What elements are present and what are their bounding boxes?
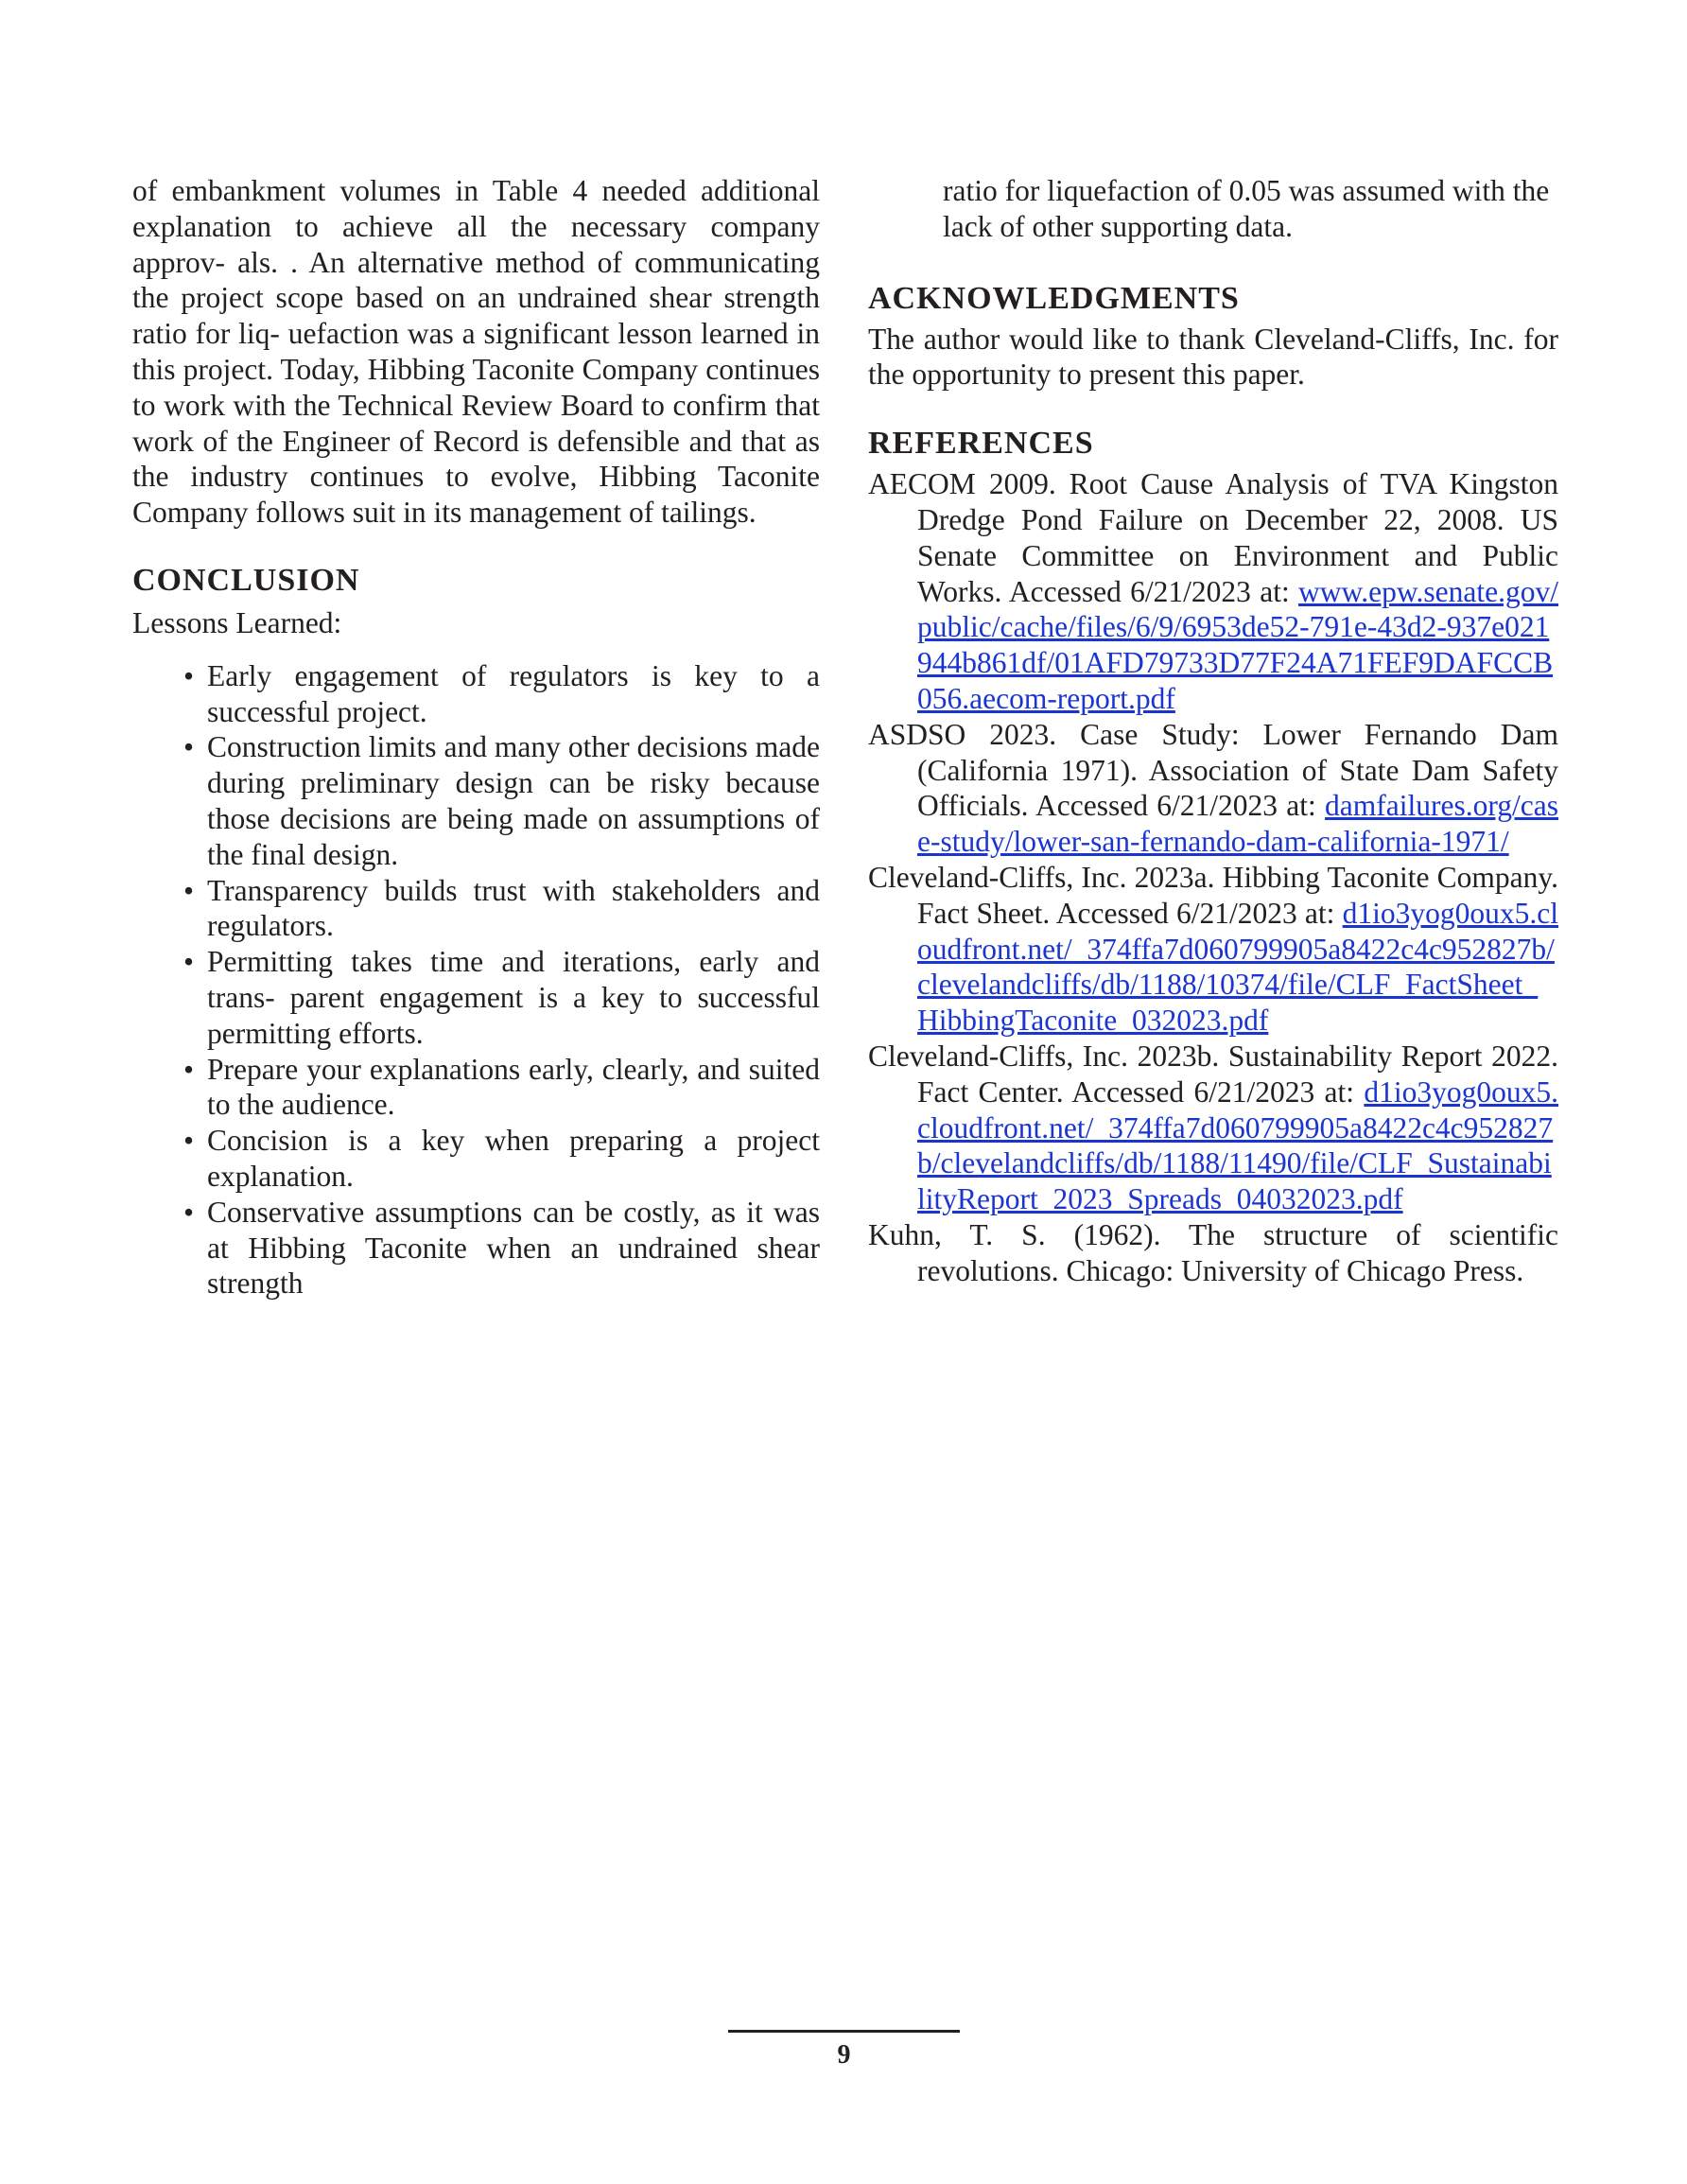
list-item: [132, 1052, 820, 1124]
list-item-text: Concision is a key when preparing a project explanation.: [207, 1124, 820, 1193]
bullet-icon: •: [183, 658, 195, 692]
reference-entry: [868, 466, 1558, 717]
reference-text: Cleveland-Cliffs, Inc. 2023b. Sustainability Report 2022. Fact Center. Accessed 6/21/2023 at:: [868, 1039, 1558, 1109]
bullet-icon: •: [183, 730, 195, 764]
page-number: 9: [837, 2040, 851, 2070]
conclusion-heading: CONCLUSION: [132, 562, 360, 598]
references-heading: REFERENCES: [868, 426, 1094, 462]
bullet-icon: •: [183, 945, 195, 979]
list-item-text: Construction limits and many other decisions made during preliminary design can be risky because those decisions are being made on assumptions of the final design.: [207, 730, 820, 871]
list-item-text: Early engagement of regulators is key to a successful project.: [207, 658, 820, 728]
bullet-icon: •: [183, 1124, 195, 1158]
footer-rule: [728, 2030, 960, 2033]
continued-bullet-text: ratio for liquefaction of 0.05 was assumed with the lack of other supporting data.: [943, 174, 1550, 243]
list-item: [132, 873, 820, 945]
list-item: [132, 1123, 820, 1195]
list-item-text: Conservative assumptions can be costly, as it was at Hibbing Taconite when an undrained shear strength: [207, 1195, 820, 1301]
reference-link[interactable]: www.epw.senate.gov/public/cache/files/6/9/6953de52-791e-43d2-937e021944b861df/01AFD79733D77F24A71FEF9DAFCCB056.aecom-report.pdf: [917, 574, 1558, 715]
list-item-text: Transparency builds trust with stakeholders and regulators.: [207, 873, 820, 943]
list-item-text: Prepare your explanations early, clearly, and suited to the audience.: [207, 1052, 820, 1122]
acknowledgments-heading: ACKNOWLEDGMENTS: [868, 280, 1240, 316]
list-item: [132, 1195, 820, 1302]
bullet-icon: •: [183, 1195, 195, 1229]
left-column: [132, 173, 820, 1302]
lessons-label: Lessons Learned:: [132, 605, 342, 639]
list-item: [132, 658, 820, 730]
bullet-icon: •: [183, 873, 195, 907]
reference-entry: [868, 717, 1558, 860]
references-list: [868, 466, 1558, 1288]
reference-text: AECOM 2009. Root Cause Analysis of TVA Kingston Dredge Pond Failure on December 22, 2008. US Senate Committee on Environment and Public Works. Accessed 6/21/2023 at:: [868, 467, 1558, 608]
list-item: [132, 729, 820, 872]
acknowledgments-text: The author would like to thank Cleveland-Cliffs, Inc. for the opportunity to present this paper.: [868, 322, 1558, 392]
list-item-text: Permitting takes time and iterations, early and trans- parent engagement is a key to successful permitting efforts.: [207, 945, 820, 1050]
reference-entry: [868, 1039, 1558, 1217]
lessons-list: [132, 658, 820, 1302]
reference-entry: [868, 860, 1558, 1039]
reference-link[interactable]: d1io3yog0oux5.cloudfront.net/_374ffa7d060799905a8422c4c952827b/clevelandcliffs/db/1188/11490/file/CLF_SustainabilityReport_2023_Spreads_04032023.pdf: [917, 1075, 1558, 1216]
reference-text: ASDSO 2023. Case Study: Lower Fernando Dam (California 1971). Association of State Dam Safety Officials. Accessed 6/21/2023 at:: [868, 717, 1558, 823]
bullet-icon: •: [183, 1052, 195, 1086]
reference-link[interactable]: d1io3yog0oux5.cloudfront.net/_374ffa7d060799905a8422c4c952827b/clevelandcliffs/db/1188/10374/file/CLF_FactSheet_HibbingTaconite_032023.pdf: [917, 896, 1558, 1038]
reference-link[interactable]: damfailures.org/case-study/lower-san-fernando-dam-california-1971/: [917, 789, 1558, 859]
reference-text: Cleveland-Cliffs, Inc. 2023a. Hibbing Taconite Company. Fact Sheet. Accessed 6/21/2023 at:: [868, 860, 1558, 930]
reference-entry: [868, 1217, 1558, 1289]
list-item: [132, 944, 820, 1051]
intro-paragraph: of embankment volumes in Table 4 needed additional explanation to achieve all the necessary company approv- als. . An alternative method of communicating the project scope based on an undrained shear strength ratio for liq- uefaction was a significant lesson learned in this project. Today, Hibbing Taconite Company continues to work with the Technical Review Board to confirm that work of the Engineer of Record is defensible and that as the industry continues to evolve, Hibbing Taconite Company follows suit in its management of tailings.: [132, 174, 820, 530]
right-column: [868, 173, 1558, 1289]
reference-text: Kuhn, T. S. (1962). The structure of scientific revolutions. Chicago: University of Chicago Press.: [868, 1217, 1558, 1287]
